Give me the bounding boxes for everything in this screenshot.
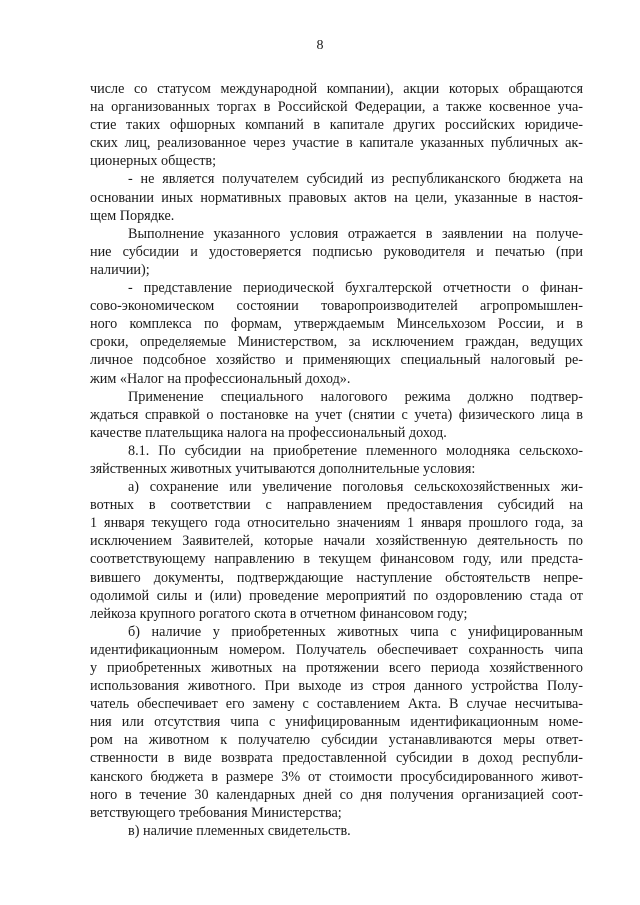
text-line: сроки, определяемые Министерством, за исключением граждан, ведущих [90, 334, 583, 351]
text-line: использования животного. При выходе из строя данного устройства Полу- [90, 678, 583, 695]
text-line: сово-экономическом состоянии товаропроизводителей агропромышлен- [90, 298, 583, 315]
text-line: ного в течение 30 календарных дней со дня получения организацией соот- [90, 786, 583, 803]
text-line: качестве плательщика налога на профессиональный доход. [90, 424, 447, 441]
text-line: основании иных нормативных правовых актов на цели, указанные в настоя- [90, 189, 583, 206]
text-line: 8.1. По субсидии на приобретение племенного молодняка сельскохо- [128, 442, 583, 459]
text-line: - представление периодической бухгалтерской отчетности о финан- [128, 280, 583, 297]
text-line: вившего документы, подтверждающие наступление обстоятельств непре- [90, 569, 583, 586]
text-line: Выполнение указанного условия отражается в заявлении на получе- [128, 225, 583, 242]
text-line: зяйственных животных учитываются дополнительные условия: [90, 460, 476, 477]
text-line: жим «Налог на профессиональный доход». [90, 370, 351, 387]
text-line: ром на животном к получателю субсидии устанавливаются меры ответ- [90, 732, 583, 749]
page-number: 8 [316, 38, 324, 53]
text-line: ние субсидии и удостоверяется подписью руководителя и печатью (при [90, 243, 583, 260]
text-line: одолимой силы и (или) проведение мероприятий по оздоровлению стада от [90, 587, 583, 604]
text-line: канского бюджета в размере 3% от стоимости просубсидированного живот- [90, 768, 583, 785]
text-line: б) наличие у приобретенных животных чипа с унифицированным [128, 623, 583, 640]
text-line: ветствующего требования Министерства; [90, 804, 342, 821]
text-line: на организованных торгах в Российской Федерации, а также косвенное уча- [90, 99, 583, 116]
text-line: соответствующему направлению в текущем финансовом году, или предста- [90, 551, 583, 568]
text-line: ния или отсутствия чипа с унифицированным идентификационным номе- [90, 714, 583, 731]
text-line: наличии); [90, 261, 150, 278]
text-line: исключением Заявителей, которые начали хозяйственную деятельность по [90, 533, 583, 550]
text-line: вотных в соответствии с направлением предоставления субсидий на [90, 497, 583, 514]
text-line: ждаться справкой о постановке на учет (снятии с учета) физического лица в [90, 406, 583, 423]
text-line: в) наличие племенных свидетельств. [128, 822, 351, 839]
text-line: у приобретенных животных на протяжении всего периода хозяйственного [90, 660, 583, 676]
text-line: 1 января текущего года относительно значениям 1 января прошлого года, за [90, 515, 583, 532]
text-line: личное подсобное хозяйство и применяющих специальный налоговый ре- [90, 352, 583, 369]
text-line: ственности в виде возврата предоставленной субсидии в доход республи- [90, 750, 583, 767]
text-line: идентификационным номером. Получатель обеспечивает сохранность чипа [90, 641, 583, 658]
text-line: а) сохранение или увеличение поголовья сельскохозяйственных жи- [128, 479, 583, 496]
text-line: - не является получателем субсидий из республиканского бюджета на [128, 171, 583, 188]
text-line: стие таких офшорных компаний в капитале других российских юридиче- [90, 117, 583, 134]
text-line: Применение специального налогового режима должно подтвер- [128, 388, 583, 405]
text-line: ного комплекса по формам, утверждаемым Минсельхозом России, и в [90, 316, 583, 333]
text-line: числе со статусом международной компании), акции которых обращаются [90, 81, 583, 97]
text-line: ских лиц, реализованное через участие в капитале указанных публичных ак- [90, 135, 583, 152]
text-line: лейкоза крупного рогатого скота в отчетном финансовом году; [90, 605, 468, 622]
text-line: ционерных обществ; [90, 153, 217, 170]
document-body [90, 80, 583, 840]
text-line: чатель обеспечивает его замену с составлением Акта. В случае несчитыва- [90, 696, 583, 713]
text-line: щем Порядке. [90, 207, 175, 224]
